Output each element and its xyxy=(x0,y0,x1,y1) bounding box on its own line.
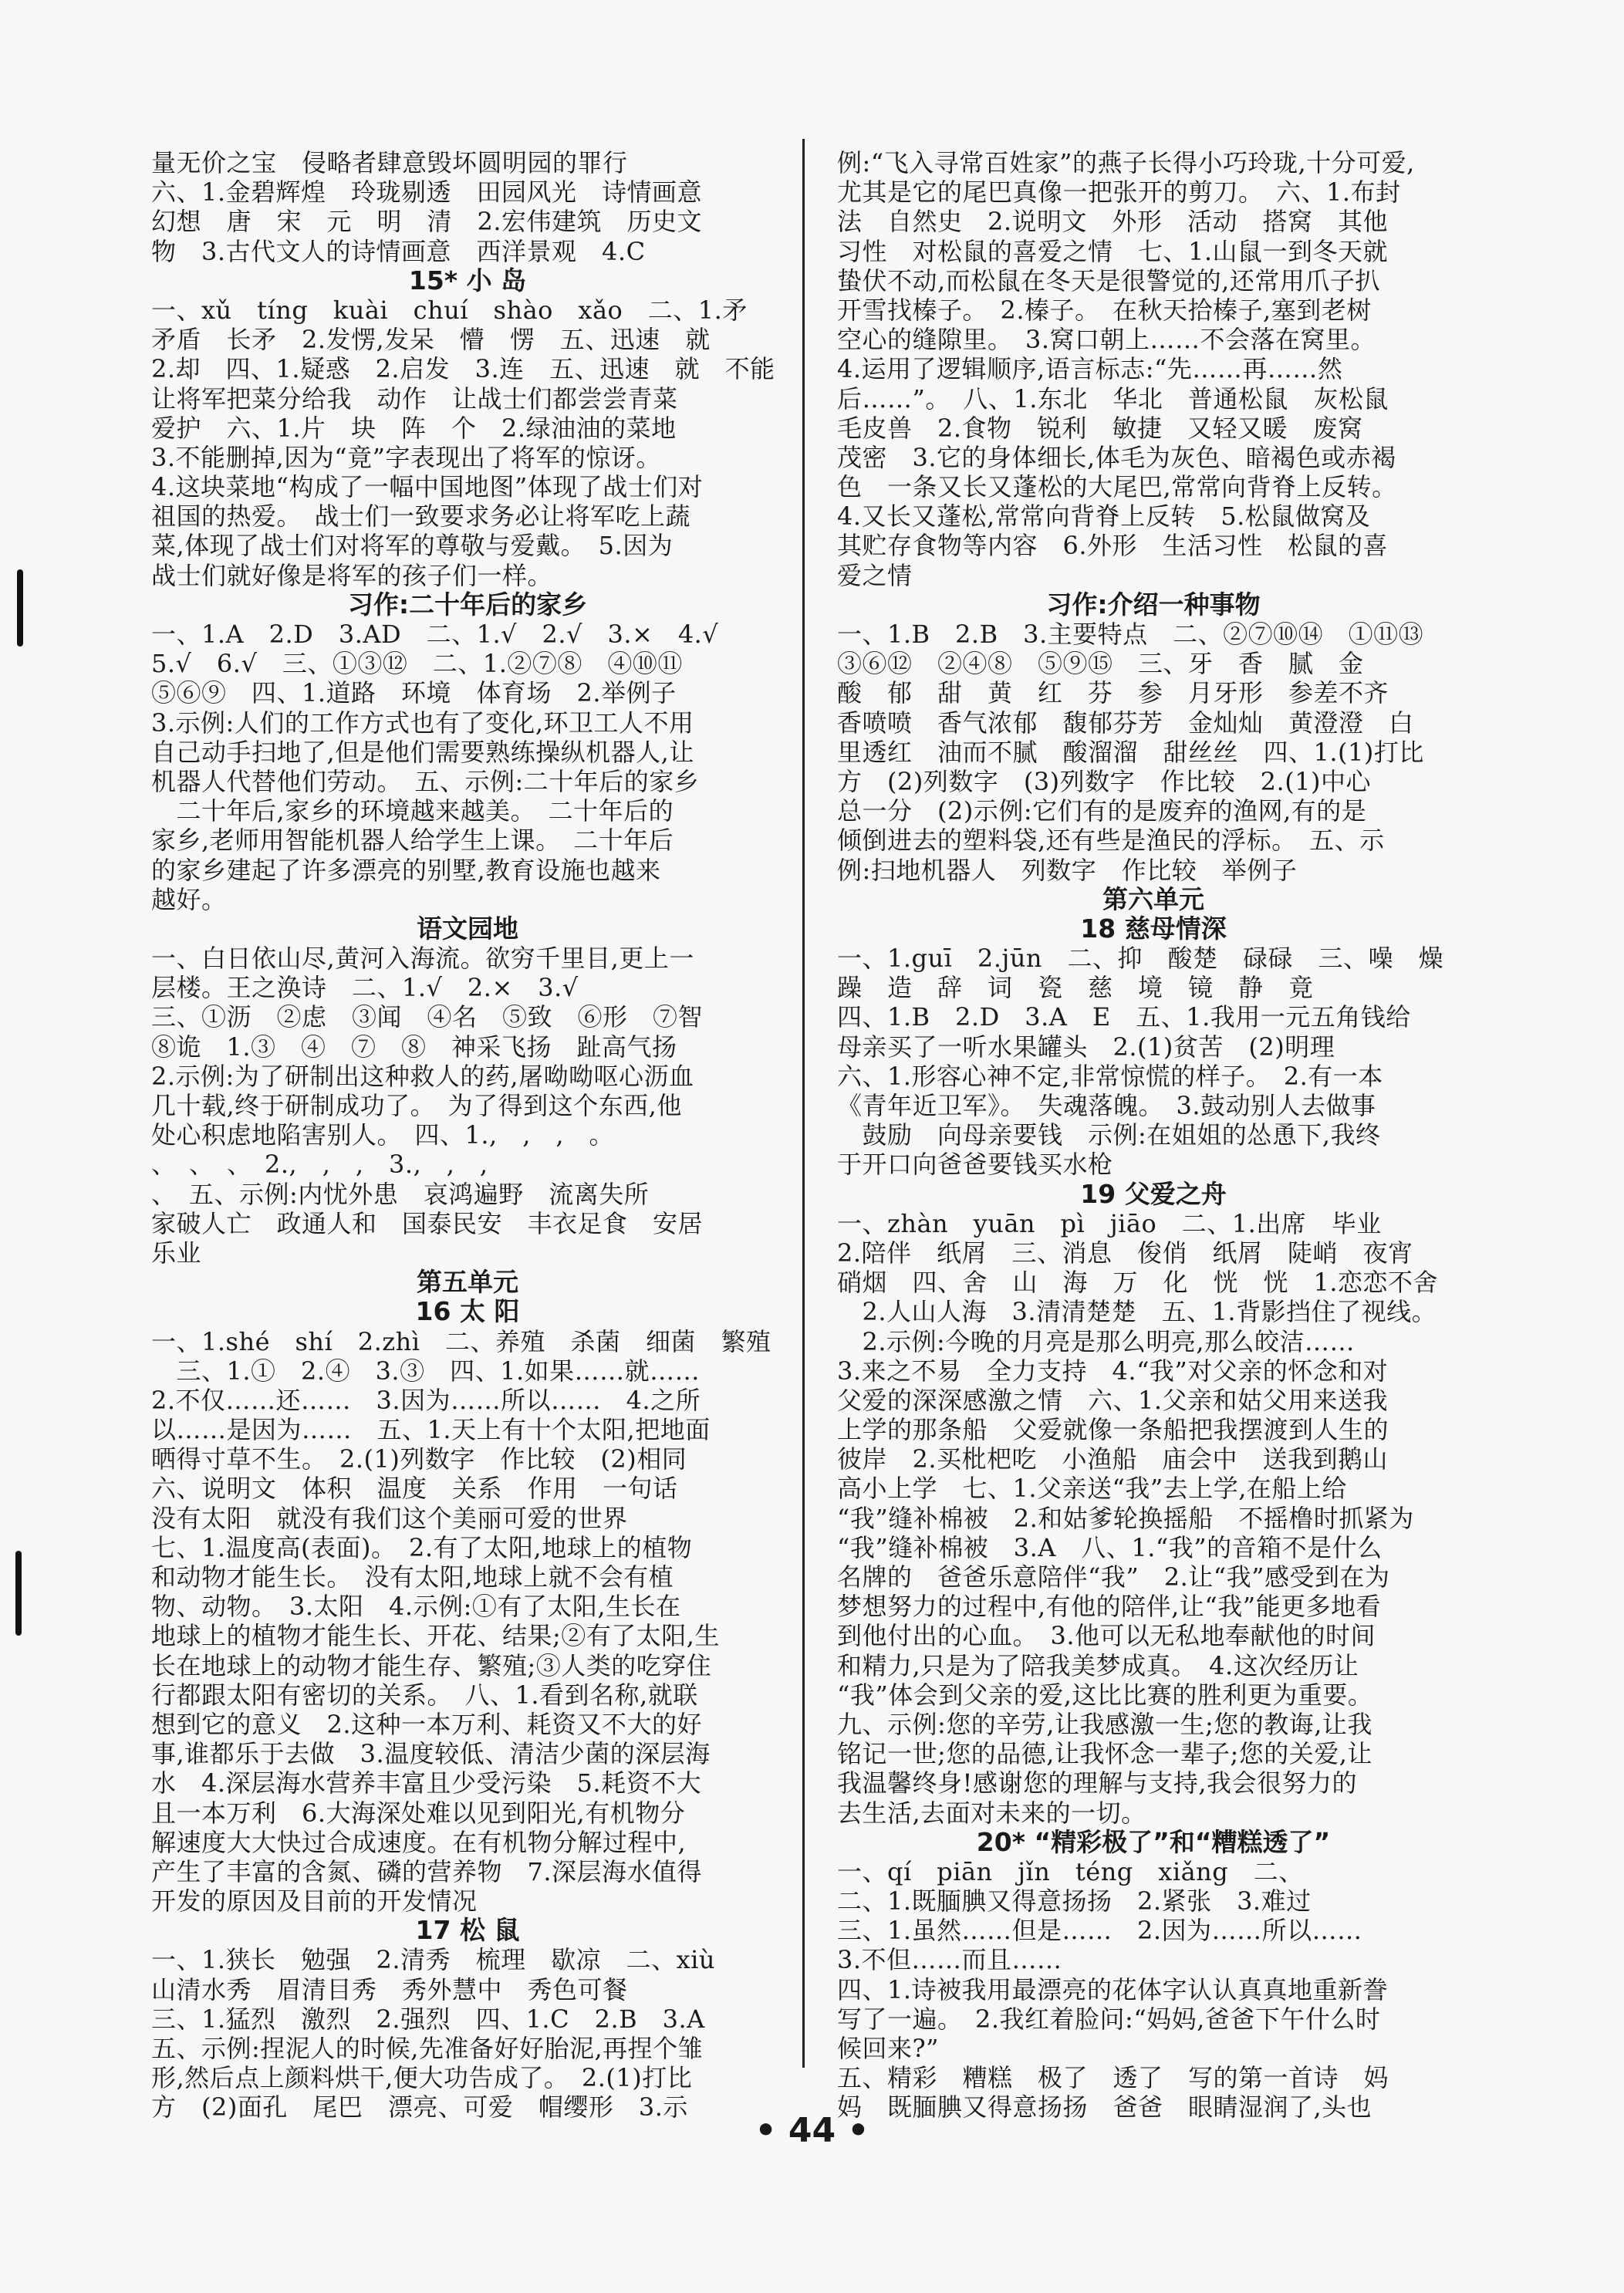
answer-line: 5.√ 6.√ 三、①③⑫ 二、1.②⑦⑧ ④⑩⑪ xyxy=(151,649,683,679)
answer-line: 三、①沥 ②虑 ③闻 ④名 ⑤致 ⑥形 ⑦智 xyxy=(151,1002,704,1032)
answer-line: 战士们就好像是将军的孩子们一样。 xyxy=(151,560,553,590)
section-heading: 第五单元 xyxy=(417,1267,518,1298)
answer-line: 一、1.shé shí 2.zhì 二、养殖 杀菌 细菌 繁殖 xyxy=(151,1326,771,1356)
answer-line: 处心积虑地陷害别人。 四、1., , , 。 xyxy=(151,1120,615,1150)
answer-line: ⑤⑥⑨ 四、1.道路 环境 体育场 2.举例子 xyxy=(151,678,677,708)
answer-line: 祖国的热爱。 战士们一致要求务必让将军吃上蔬 xyxy=(151,501,691,532)
answer-line: 四、1.诗被我用最漂亮的花体字认认真真地重新誊 xyxy=(837,1974,1389,2004)
answer-line: 、 五、示例:内忧外患 哀鸿遍野 流离失所 xyxy=(151,1179,650,1209)
answer-line: 物、动物。 3.太阳 4.示例:①有了太阳,生长在 xyxy=(151,1592,681,1622)
answer-line: 一、1.B 2.B 3.主要特点 二、②⑦⑩⑭ ①⑪⑬ xyxy=(837,620,1424,649)
answer-line: 方 (2)列数字 (3)列数字 作比较 2.(1)中心 xyxy=(837,766,1372,796)
section-heading: 18 慈母情深 xyxy=(1080,913,1227,944)
answer-line: 行都跟太阳有密切的关系。 八、1.看到名称,就联 xyxy=(151,1680,698,1710)
column-divider xyxy=(802,139,805,2068)
answer-line: ③⑥⑫ ②④⑧ ⑤⑨⑮ 三、牙 香 腻 金 xyxy=(837,649,1364,679)
answer-line: 2.示例:今晚的月亮是那么明亮,那么皎洁…… xyxy=(837,1326,1355,1356)
answer-line: 家乡,老师用智能机器人给学生上课。 二十年后 xyxy=(151,826,674,856)
answer-line: 三、1.虽然……但是…… 2.因为……所以…… xyxy=(837,1916,1362,1946)
answer-line: 一、1.guī 2.jūn 二、抑 酸楚 碌碌 三、噪 燥 xyxy=(837,944,1444,974)
answer-line: 2.陪伴 纸屑 三、消息 俊俏 纸屑 陡峭 夜宵 xyxy=(837,1238,1413,1268)
answer-line: 梦想努力的过程中,有他的陪伴,让“我”能更多地看 xyxy=(837,1592,1382,1622)
answer-line: 一、1.A 2.D 3.AD 二、1.√ 2.√ 3.× 4.√ xyxy=(151,620,719,649)
scan-mark xyxy=(15,1551,22,1636)
answer-line: 山清水秀 眉清目秀 秀外慧中 秀色可餐 xyxy=(151,1974,628,2004)
answer-line: “我”缝补棉被 2.和姑爹轮换摇船 不摇橹时抓紧为 xyxy=(837,1503,1414,1533)
answer-line: 鼓励 向母亲要钱 示例:在姐姐的怂恿下,我终 xyxy=(837,1120,1381,1150)
answer-line: 3.不但……而且…… xyxy=(837,1945,1062,1975)
answer-line: 二、1.既腼腆又得意扬扬 2.紧张 3.难过 xyxy=(837,1886,1312,1916)
answer-line: 开发的原因及目前的开发情况 xyxy=(151,1886,478,1916)
answer-line: 晒得寸草不生。 2.(1)列数字 作比较 (2)相同 xyxy=(151,1444,687,1474)
answer-line: “我”体会到父亲的爱,这比比赛的胜利更为重要。 xyxy=(837,1680,1373,1710)
answer-line: “我”缝补棉被 3.A 八、1.“我”的音箱不是什么 xyxy=(837,1532,1383,1562)
answer-line: 方 (2)面孔 尾巴 漂亮、可爱 帽缨形 3.示 xyxy=(151,2092,688,2122)
answer-line: 2.不仅……还…… 3.因为……所以…… 4.之所 xyxy=(151,1385,701,1415)
section-heading: 20* “精彩极了”和“糟糕透了” xyxy=(976,1826,1331,1857)
answer-line: 、 、 、 2., , , 3., , , xyxy=(151,1150,488,1180)
answer-line: 自己动手扫地了,但是他们需要熟练操纵机器人,让 xyxy=(151,737,694,767)
answer-line: 水 4.深层海水营养丰富且少受污染 5.耗资不大 xyxy=(151,1768,702,1798)
answer-line: 2.人山人海 3.清清楚楚 五、1.背影挡住了视线。 xyxy=(837,1297,1437,1327)
answer-line: 妈 既腼腆又得意扬扬 爸爸 眼睛湿润了,头也 xyxy=(837,2092,1372,2122)
answer-line: 《青年近卫军》。 失魂落魄。 3.鼓动别人去做事 xyxy=(837,1091,1376,1120)
answer-line: 后……”。 八、1.东北 华北 普通松鼠 灰松鼠 xyxy=(837,383,1389,414)
answer-line: 以……是因为…… 五、1.天上有十个太阳,把地面 xyxy=(151,1415,711,1445)
answer-line: 地球上的植物才能生长、开花、结果;②有了太阳,生 xyxy=(151,1621,720,1651)
right-column xyxy=(837,148,1470,2122)
answer-line: 幻想 唐 宋 元 明 清 2.宏伟建筑 历史文 xyxy=(151,207,703,237)
section-heading: 语文园地 xyxy=(417,913,518,944)
answer-line: 例:“飞入寻常百姓家”的燕子长得小巧玲珑,十分可爱, xyxy=(837,148,1415,177)
answer-line: 父爱的深深感激之情 六、1.父亲和姑父用来送我 xyxy=(837,1385,1389,1415)
answer-line: 形,然后点上颜料烘干,便大功告成了。 2.(1)打比 xyxy=(151,2063,693,2093)
answer-line: 六、1.形容心神不定,非常惊慌的样子。 2.有一本 xyxy=(837,1061,1383,1091)
answer-line: 空心的缝隙里。 3.窝口朝上……不会落在窝里。 xyxy=(837,325,1376,355)
answer-line: 九、示例:您的辛劳,让我感激一生;您的教诲,让我 xyxy=(837,1709,1372,1739)
answer-line: 4.运用了逻辑顺序,语言标志:“先……再……然 xyxy=(837,354,1343,384)
answer-line: 长在地球上的动物才能生存、繁殖;③人类的吃穿住 xyxy=(151,1650,712,1680)
answer-line: 一、zhàn yuān pì jiāo 二、1.出席 毕业 xyxy=(837,1208,1382,1238)
answer-line: 五、示例:捏泥人的时候,先准备好好胎泥,再捏个雏 xyxy=(151,2034,704,2063)
section-heading: 17 松 鼠 xyxy=(415,1915,520,1946)
answer-line: 和精力,只是为了陪我美梦成真。 4.这次经历让 xyxy=(837,1650,1359,1680)
answer-line: 色 一条又长又蓬松的大尾巴,常常向背脊上反转。 xyxy=(837,472,1397,502)
answer-line: 三、1.① 2.④ 3.③ 四、1.如果……就…… xyxy=(151,1356,701,1386)
answer-line: 物 3.古代文人的诗情画意 西洋景观 4.C xyxy=(151,236,646,266)
section-heading: 第六单元 xyxy=(1102,883,1204,914)
section-heading: 习作:介绍一种事物 xyxy=(1046,589,1261,620)
answer-line: 矛盾 长矛 2.发愣,发呆 懵 愣 五、迅速 就 xyxy=(151,325,711,355)
section-heading: 19 父爱之舟 xyxy=(1080,1178,1227,1209)
answer-line: 想到它的意义 2.这种一本万利、耗资又不大的好 xyxy=(151,1709,703,1739)
answer-line: 四、1.B 2.D 3.A E 五、1.我用一元五角钱给 xyxy=(837,1002,1411,1032)
answer-line: 五、精彩 糟糕 极了 透了 写的第一首诗 妈 xyxy=(837,2063,1389,2093)
answer-line: 躁 造 辞 词 瓷 慈 境 镜 静 竟 xyxy=(837,973,1314,1003)
answer-line: 尤其是它的尾巴真像一把张开的剪刀。 六、1.布封 xyxy=(837,177,1401,208)
answer-line: 事,谁都乐于去做 3.温度较低、清洁少菌的深层海 xyxy=(151,1739,711,1769)
answer-line: 三、1.猛烈 激烈 2.强烈 四、1.C 2.B 3.A xyxy=(151,2004,705,2034)
answer-line: 母亲买了一听水果罐头 2.(1)贫苦 (2)明理 xyxy=(837,1032,1335,1062)
answer-line: 香喷喷 香气浓郁 馥郁芬芳 金灿灿 黄澄澄 白 xyxy=(837,707,1414,738)
answer-line: 名牌的 爸爸乐意陪伴“我” 2.让“我”感受到在为 xyxy=(837,1562,1390,1592)
answer-line: 铭记一世;您的品德,让我怀念一辈子;您的关爱,让 xyxy=(837,1739,1372,1769)
answer-line: 且一本万利 6.大海深处难以见到阳光,有机物分 xyxy=(151,1798,686,1828)
answer-line: 毛皮兽 2.食物 锐利 敏捷 又轻又暖 废窝 xyxy=(837,413,1363,443)
answer-line: 高小上学 七、1.父亲送“我”去上学,在船上给 xyxy=(837,1474,1347,1504)
answer-line: 家破人亡 政通人和 国泰民安 丰衣足食 安居 xyxy=(151,1208,704,1238)
page-number: • 44 • xyxy=(755,2111,869,2150)
answer-line: 到他付出的心血。 3.他可以无私地奉献他的时间 xyxy=(837,1621,1376,1651)
answer-line: 一、qí piān jǐn téng xiǎng 二、 xyxy=(837,1856,1304,1886)
answer-line: 解速度大大快过合成速度。在有机物分解过程中, xyxy=(151,1827,687,1857)
answer-line: 层楼。王之涣诗 二、1.√ 2.× 3.√ xyxy=(151,973,579,1003)
answer-line: 例:扫地机器人 列数字 作比较 举例子 xyxy=(837,855,1298,885)
answer-line: 去生活,去面对未来的一切。 xyxy=(837,1798,1146,1828)
answer-line: 六、说明文 体积 温度 关系 作用 一句话 xyxy=(151,1474,678,1504)
answer-line: 我温馨终身!感谢您的理解与支持,我会很努力的 xyxy=(837,1768,1358,1798)
left-column xyxy=(151,148,784,2122)
answer-line: 3.来之不易 全力支持 4.“我”对父亲的怀念和对 xyxy=(837,1356,1389,1386)
answer-line: 酸 郁 甜 黄 红 芬 参 月牙形 参差不齐 xyxy=(837,678,1389,708)
answer-line: 菜,体现了战士们对将军的尊敬与爱戴。 5.因为 xyxy=(151,531,674,561)
section-heading: 16 太 阳 xyxy=(415,1296,520,1327)
answer-line: 开雪找榛子。 2.榛子。 在秋天拾榛子,塞到老树 xyxy=(837,295,1372,325)
answer-line: 习性 对松鼠的喜爱之情 七、1.山鼠一到冬天就 xyxy=(837,236,1389,266)
answer-line: 总一分 (2)示例:它们有的是废弃的渔网,有的是 xyxy=(837,796,1367,826)
answer-line: 七、1.温度高(表面)。 2.有了太阳,地球上的植物 xyxy=(151,1532,693,1562)
answer-line: 一、白日依山尽,黄河入海流。欲穷千里目,更上一 xyxy=(151,944,694,974)
answer-line: 候回来?” xyxy=(837,2034,940,2063)
answer-line: 机器人代替他们劳动。 五、示例:二十年后的家乡 xyxy=(151,766,700,796)
answer-line: ⑧诡 1.③ ④ ⑦ ⑧ 神采飞扬 趾高气扬 xyxy=(151,1032,677,1062)
answer-line: 上学的那条船 父爱就像一条船把我摆渡到人生的 xyxy=(837,1415,1389,1445)
answer-line: 2.示例:为了研制出这种救人的药,屠呦呦呕心沥血 xyxy=(151,1061,694,1091)
answer-line: 爱护 六、1.片 块 阵 个 2.绿油油的菜地 xyxy=(151,413,677,443)
answer-line: 和动物才能生长。 没有太阳,地球上就不会有植 xyxy=(151,1562,674,1592)
answer-line: 的家乡建起了许多漂亮的别墅,教育设施也越来 xyxy=(151,855,661,885)
answer-line: 一、xǔ tíng kuài chuí shào xǎo 二、1.矛 xyxy=(151,295,748,325)
answer-line: 4.这块菜地“构成了一幅中国地图”体现了战士们对 xyxy=(151,472,704,502)
answer-line: 二十年后,家乡的环境越来越美。 二十年后的 xyxy=(151,796,674,826)
answer-line: 彼岸 2.买枇杷吃 小渔船 庙会中 送我到鹅山 xyxy=(837,1444,1389,1474)
answer-line: 茂密 3.它的身体细长,体毛为灰色、暗褐色或赤褐 xyxy=(837,442,1396,472)
answer-line: 爱之情 xyxy=(837,560,913,590)
answer-line: 2.却 四、1.疑惑 2.启发 3.连 五、迅速 就 不能 xyxy=(151,354,775,384)
answer-line: 3.示例:人们的工作方式也有了变化,环卫工人不用 xyxy=(151,707,694,738)
answer-line: 没有太阳 就没有我们这个美丽可爱的世界 xyxy=(151,1503,628,1533)
answer-line: 让将军把菜分给我 动作 让战士们都尝尝青菜 xyxy=(151,383,678,414)
answer-line: 法 自然史 2.说明文 外形 活动 搭窝 其他 xyxy=(837,207,1389,237)
answer-line: 4.又长又蓬松,常常向背脊上反转 5.松鼠做窝及 xyxy=(837,501,1371,532)
section-heading: 15* 小 岛 xyxy=(408,265,527,295)
answer-line: 越好。 xyxy=(151,884,227,914)
answer-line: 一、1.狭长 勉强 2.清秀 梳理 歇凉 二、xiù xyxy=(151,1945,715,1975)
answer-line: 写了一遍。 2.我红着脸问:“妈妈,爸爸下午什么时 xyxy=(837,2004,1381,2034)
answer-line: 于开口向爸爸要钱买水枪 xyxy=(837,1150,1113,1180)
answer-line: 六、1.金碧辉煌 玲珑剔透 田园风光 诗情画意 xyxy=(151,177,703,208)
answer-line: 其贮存食物等内容 6.外形 生活习性 松鼠的喜 xyxy=(837,531,1389,561)
answer-line: 产生了丰富的含氮、磷的营养物 7.深层海水值得 xyxy=(151,1856,703,1886)
scan-mark xyxy=(17,569,23,647)
section-heading: 习作:二十年后的家乡 xyxy=(347,589,588,620)
answer-line: 量无价之宝 侵略者肆意毁坏圆明园的罪行 xyxy=(151,148,628,177)
answer-line: 里透红 油而不腻 酸溜溜 甜丝丝 四、1.(1)打比 xyxy=(837,737,1424,767)
answer-line: 乐业 xyxy=(151,1238,202,1268)
answer-line: 3.不能删掉,因为“竟”字表现出了将军的惊讶。 xyxy=(151,442,661,472)
answer-line: 硝烟 四、舍 山 海 万 化 恍 恍 1.恋恋不舍 xyxy=(837,1268,1439,1298)
answer-line: 蛰伏不动,而松鼠在冬天是很警觉的,还常用爪子扒 xyxy=(837,265,1380,295)
answer-line: 几十载,终于研制成功了。 为了得到这个东西,他 xyxy=(151,1091,682,1120)
answer-line: 倾倒进去的塑料袋,还有些是渔民的浮标。 五、示 xyxy=(837,826,1385,856)
